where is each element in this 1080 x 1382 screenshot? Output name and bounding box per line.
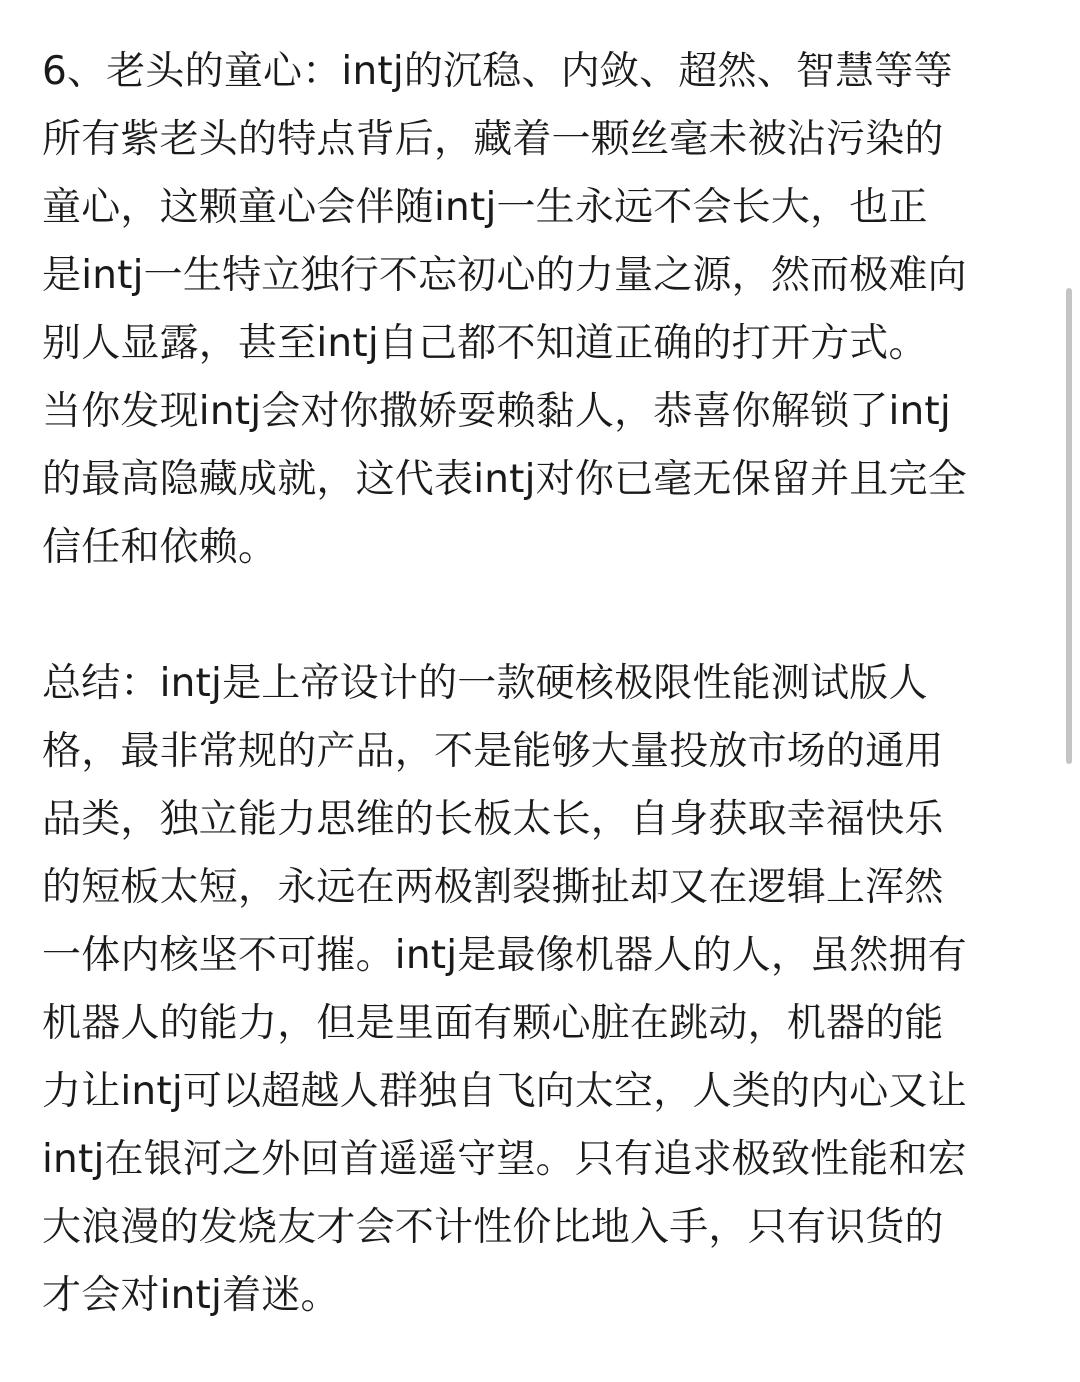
text-line: 是intj一生特立独行不忘初心的力量之源，然而极难向 — [42, 253, 967, 298]
text-line: 当你发现intj会对你撒娇耍赖黏人，恭喜你解锁了intj — [42, 389, 951, 434]
text-line: 品类，独立能力思维的长板太长，自身获取幸福快乐 — [42, 797, 944, 842]
paragraph-童心 — [42, 38, 1042, 582]
text-line: 信任和依赖。 — [42, 525, 278, 570]
text-line: 机器人的能力，但是里面有颗心脏在跳动，机器的能 — [42, 1001, 944, 1046]
text-line: 别人显露，甚至intj自己都不知道正确的打开方式。 — [42, 321, 928, 366]
text-line: 总结：intj是上帝设计的一款硬核极限性能测试版人 — [42, 661, 928, 706]
paragraph-gap — [42, 582, 1042, 650]
text-line: 才会对intj着迷。 — [42, 1273, 340, 1318]
paragraph-summary — [42, 650, 1042, 1330]
text-line: 力让intj可以超越人群独自飞向太空，人类的内心又让 — [42, 1069, 967, 1114]
text-line: 格，最非常规的产品，不是能够大量投放市场的通用 — [42, 729, 944, 774]
text-line: 的最高隐藏成就，这代表intj对你已毫无保留并且完全 — [42, 457, 967, 502]
text-line: 所有紫老头的特点背后，藏着一颗丝毫未被沾污染的 — [42, 117, 944, 162]
text-line: 大浪漫的发烧友才会不计性价比地入手，只有识货的 — [42, 1205, 944, 1250]
text-line: 一体内核坚不可摧。intj是最像机器人的人，虽然拥有 — [42, 933, 967, 978]
scrollbar-thumb[interactable] — [1066, 288, 1072, 764]
article-body — [42, 38, 1042, 1330]
text-line: 童心，这颗童心会伴随intj一生永远不会长大，也正 — [42, 185, 928, 230]
text-line: intj在银河之外回首遥遥守望。只有追求极致性能和宏 — [42, 1137, 967, 1182]
text-line: 6、老头的童心：intj的沉稳、内敛、超然、智慧等等 — [42, 49, 953, 94]
text-line: 的短板太短，永远在两极割裂撕扯却又在逻辑上浑然 — [42, 865, 944, 910]
